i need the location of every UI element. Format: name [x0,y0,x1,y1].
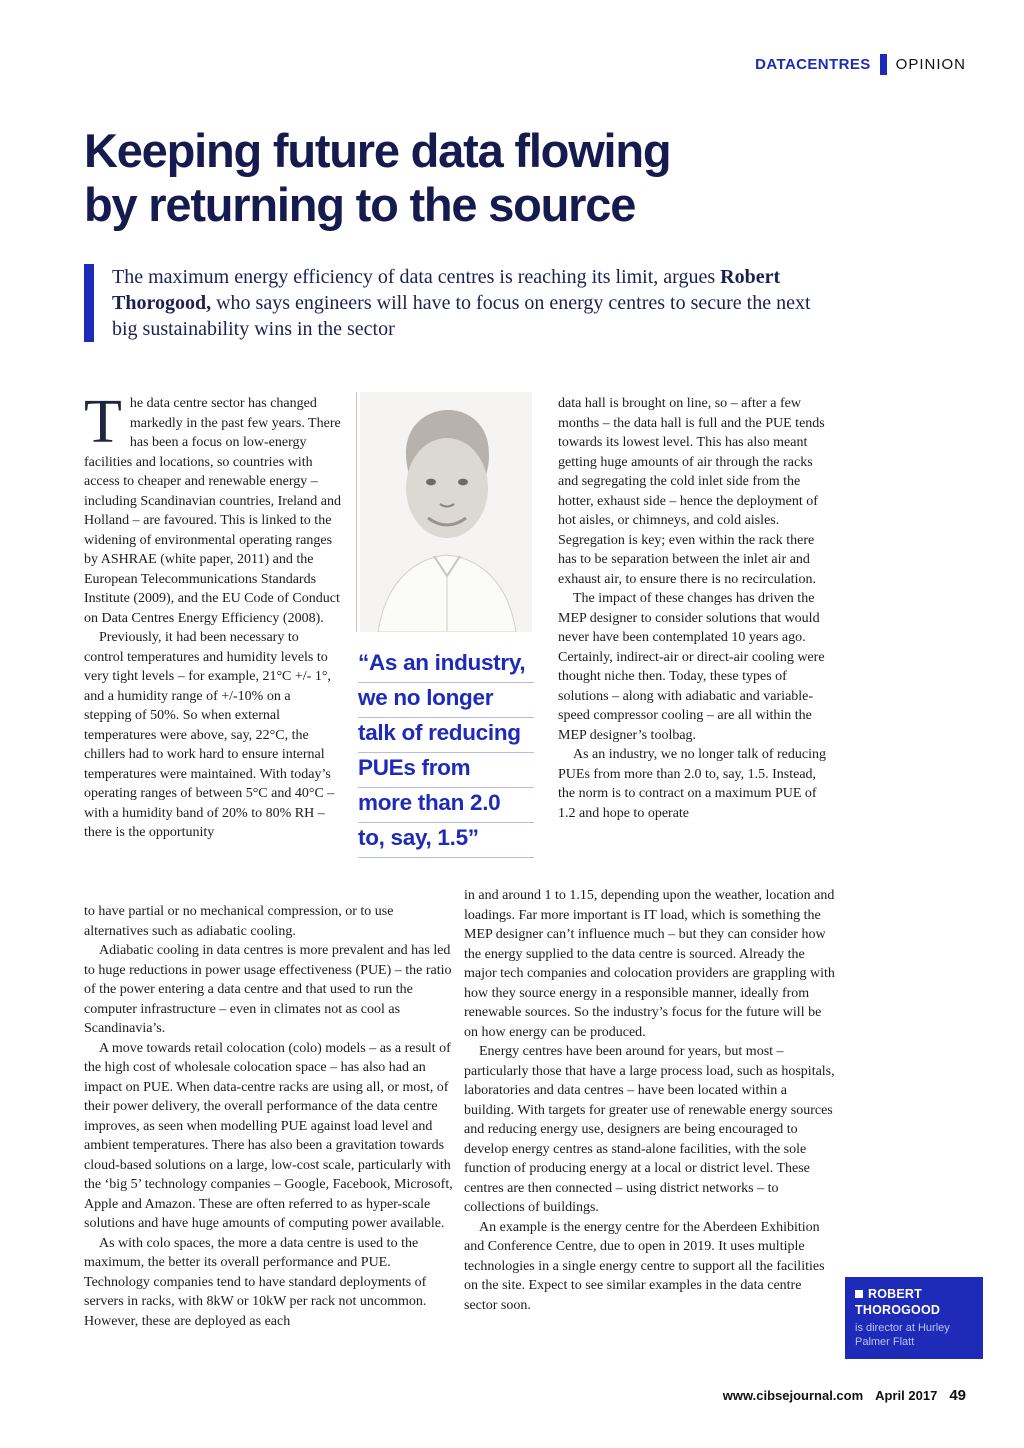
pull-quote-line: we no longer [358,683,534,718]
paragraph: Previously, it had been necessary to control temperatures and humidity levels to very tight levels – for example, 21°C +/- 1°, and a humidity range of +/-10% on a stepping of 50%. So when external temperatures were above, say, 22°C, the chillers had to work hard to ensure internal temperatures were maintained. With today’s operating ranges of between 5°C and 40°C – with a humidity band of 20% to 80% RH –there is the opportunity [84,630,335,840]
pull-quote [358,648,534,858]
page-title [84,124,944,232]
issue-date: April 2017 [875,1388,938,1403]
bio-name-text: ROBERT THOROGOOD [855,1287,941,1317]
paragraph: A move towards retail colocation (colo) models – as a result of the high cost of wholesale colocation space – has also had an impact on PUE. When data-centre racks are using all, or most, of their power delivery, the overall performance of the data centre improves, as seen when modelling PUE against load level and ambient temperatures. There has also been a gravitation towards cloud-based solutions on a large, low-cost scale, particularly with the ‘big 5’ technology companies – Google, Facebook, Microsoft, Apple and Amazon. These are often referred to as hyper-scale solutions and have huge amounts of computing power available. [84,1040,453,1231]
pull-quote-line: PUEs from [358,753,534,788]
section-label: DATACENTRES [755,56,871,73]
headline-line-1: Keeping future data flowing [84,124,671,177]
paragraph: An example is the energy centre for the Aberdeen Exhibition and Conference Centre, due to open in 2019. It uses multiple technologies in a single energy centre to support all the facilities on the site. Expect to see similar examples in the data centre sector soon. [464,1219,825,1313]
page-kicker [755,54,966,75]
journal-url-link[interactable]: www.cibsejournal.com [722,1388,864,1403]
page-number: 49 [949,1387,966,1404]
paragraph: As an industry, we no longer talk of reducing PUEs from more than 2.0 to, say, 1.5. Instead, the norm is to contract on a maximum PUE of 1.2 and hope to operate [558,747,826,821]
paragraph: Energy centres have been around for years, but most – particularly those that have a large process load, such as hospitals, laboratories and data centres – have been located within a building. With targets for greater use of renewable energy sources and reducing energy use, designers are being encouraged to develop energy centres as stand-alone facilities, with the sole function of producing energy at a local or district level. These centres are then connected – using district networks – to collections of buildings. [464,1044,835,1215]
kicker-divider-bar [880,54,887,75]
pull-quote-line: “As an industry, [358,648,534,683]
headline-line-2: by returning to the source [84,178,636,231]
paragraph: The impact of these changes has driven the MEP designer to consider solutions that would never have been contemplated 10 years ago. Certainly, indirect-air or direct-air cooling were thought niche then. Today, these types of solutions – along with adiabatic and variable-speed compressor cooling – are all within the MEP designer’s toolbag. [558,591,825,743]
author-photo [356,392,532,632]
paragraph: data hall is brought on line, so – after a few months – the data hall is full and the PUE tends towards its lowest level. This has also meant getting huge amounts of air through the racks and segregating the cold inlet side from the hotter, exhaust side – hence the deployment of hot aisles, or chimneys, and cold aisles. Segregation is key; even within the rack there has to be separation between the inlet air and exhaust air, to ensure there is no recirculation. [558,396,825,587]
square-bullet-icon [855,1290,863,1298]
pull-quote-line: more than 2.0 [358,788,534,823]
standfirst-text-before: The maximum energy efficiency of data centres is reaching its limit, argues [112,266,721,288]
standfirst [84,264,826,342]
paragraph: Adiabatic cooling in data centres is more prevalent and has led to huge reductions in power usage effectiveness (PUE) – the ratio of the power entering a data centre and that used to run the computer infrastructure – even in climates not as cool as Scandinavia’s. [84,943,452,1036]
pull-quote-line: talk of reducing [358,718,534,753]
paragraph [84,388,341,628]
standfirst-text-after: who says engineers will have to focus on energy centres to secure the next big sustainability wins in the sector [112,292,811,340]
page-footer [723,1387,966,1404]
pull-quote-line: to, say, 1.5” [358,823,534,858]
column-right-bottom [464,886,836,1315]
author-photo-image [360,392,532,632]
author-name-inline: Robert Thorogood, [112,266,781,314]
paragraph: in and around 1 to 1.15, depending upon the weather, location and loadings. Far more important is IT load, which is something the MEP designer can’t influence much – but they can consider how the energy supplied to the data centre is sourced. Already the major tech companies and colocation providers are grappling with how they source energy in a responsible manner, ideally from renewable sources. So the industry’s focus for the future will be on how energy can be produced. [464,888,835,1040]
category-label: OPINION [895,56,966,73]
paragraph-text: he data centre sector has changed markedly in the past few years. There has been a focus on low-energy facilities and locations, so countries with access to cheaper and renewable energy – including Scandinavian countries, Ireland and Holland – are favoured. This is linked to the widening of environmental operating ranges by ASHRAE (white paper, 2011) and the European Telecommunications Standards Institute (2009), and the EU Code of Conduct on Data Centres Energy Efficiency (2008). [84,396,341,626]
column-left-top [84,388,341,843]
column-right-top [558,394,834,823]
paragraph: to have partial or no mechanical compression, or to use alternatives such as adiabatic cooling. [84,904,394,939]
author-bio-box [845,1277,983,1359]
bio-role: is director at Hurley Palmer Flatt [855,1322,950,1348]
paragraph: As with colo spaces, the more a data centre is used to the maximum, the better its overall performance and PUE. Technology companies tend to have standard deployments of servers in racks, with 8kW or 10kW per rack not uncommon. However, these are deployed as each [84,1235,427,1329]
column-left-bottom [84,902,457,1331]
bio-name [855,1286,973,1318]
drop-cap: T [84,388,122,456]
